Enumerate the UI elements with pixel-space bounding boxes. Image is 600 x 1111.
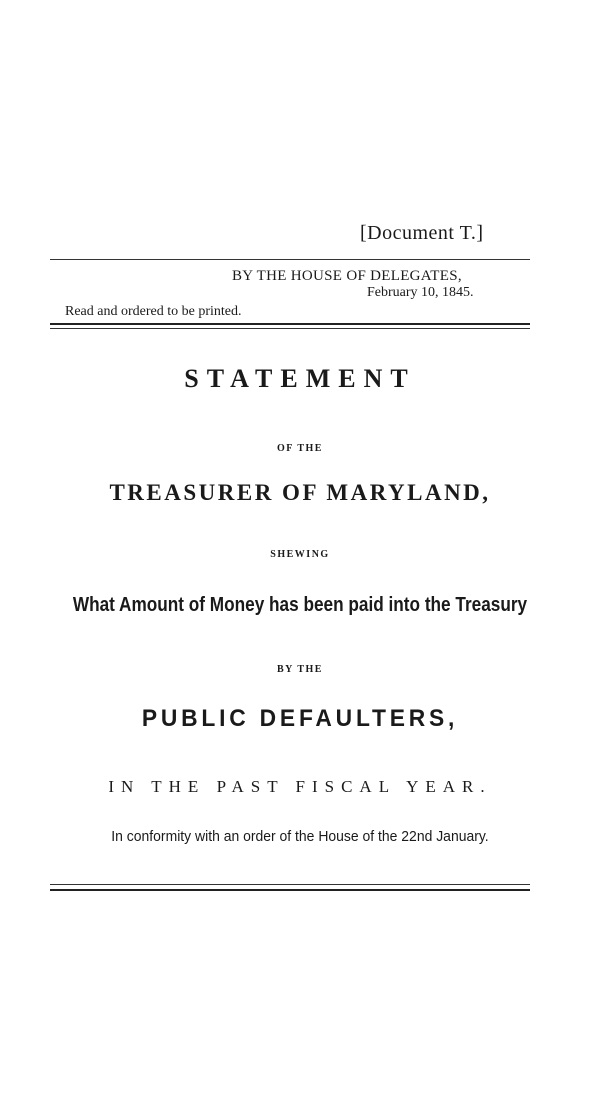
- footer-rule-bottom: [50, 889, 530, 891]
- title-by-the: BY THE: [277, 664, 323, 675]
- title-statement: STATEMENT: [184, 364, 416, 393]
- document-date: February 10, 1845.: [367, 285, 474, 300]
- title-treasurer: TREASURER OF MARYLAND,: [109, 480, 491, 505]
- title-public-defaulters: PUBLIC DEFAULTERS,: [141, 705, 459, 732]
- house-of-delegates-heading: BY THE HOUSE OF DELEGATES,: [232, 268, 462, 284]
- title-what-amount: What Amount of Money has been paid into the Treasury: [72, 594, 528, 616]
- document-label: [Document T.]: [360, 222, 484, 244]
- title-of-the: OF THE: [277, 443, 323, 454]
- header-top-rule: [50, 259, 530, 260]
- conformity-note: In conformity with an order of the House of the 22nd January.: [111, 828, 489, 845]
- header-double-rule-bottom: [50, 328, 530, 329]
- footer-rule-top: [50, 884, 530, 885]
- ordered-printed-note: Read and ordered to be printed.: [65, 304, 242, 319]
- title-fiscal-year: IN THE PAST FISCAL YEAR.: [108, 777, 492, 796]
- header-double-rule-top: [50, 323, 530, 325]
- title-shewing: SHEWING: [270, 549, 330, 560]
